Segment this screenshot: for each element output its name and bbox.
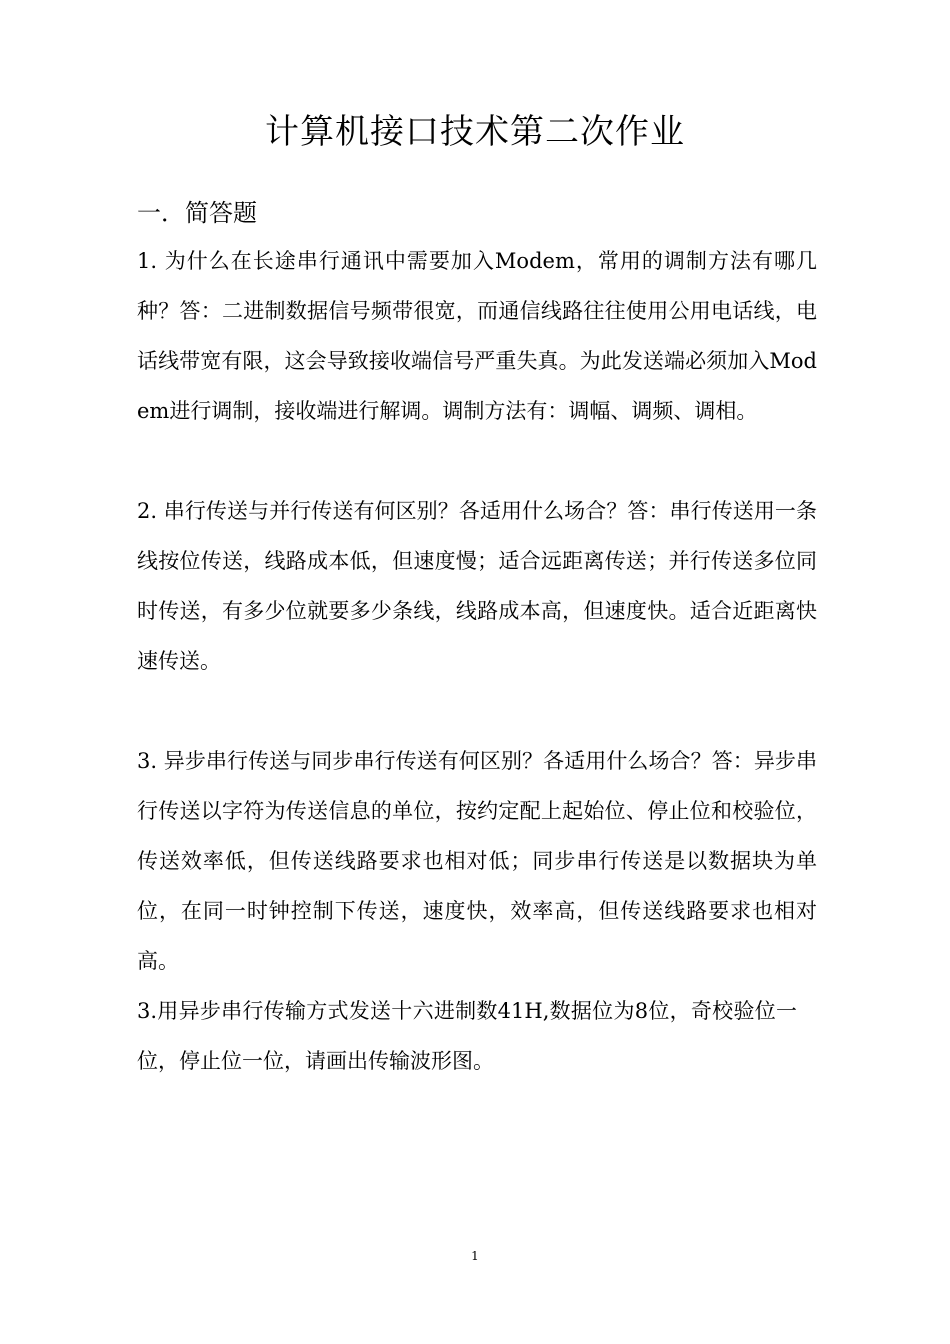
question-1-paragraph: 1. 为什么在长途串行通讯中需要加入Modem，常用的调制方法有哪几种？答：二进制数据信号频带很宽，而通信线路往往使用公用电话线，电话线带宽有限，这会导致接收端信号严重失真。为此发送端必须加入Modem进行调制，接收端进行解调。调制方法有：调幅、调频、调相。	[137, 249, 817, 423]
page-number: 1	[471, 1249, 479, 1263]
section-heading: 一．简答题	[137, 199, 257, 227]
question-4-paragraph: 3.用异步串行传输方式发送十六进制数41H,数据位为8位，奇校验位一位，停止位一位，请画出传输波形图。	[137, 999, 797, 1073]
question-3-paragraph: 3. 异步串行传送与同步串行传送有何区别？各适用什么场合？答：异步串行传送以字符为传送信息的单位，按约定配上起始位、停止位和校验位，传送效率低，但传送线路要求也相对低；同步串行传送是以数据块为单位，在同一时钟控制下传送，速度快，效率高，但传送线路要求也相对高。	[137, 749, 817, 973]
document-title: 计算机接口技术第二次作业	[265, 112, 685, 152]
question-2-paragraph: 2. 串行传送与并行传送有何区别？各适用什么场合？答：串行传送用一条线按位传送，线路成本低，但速度慢；适合远距离传送；并行传送多位同时传送，有多少位就要多少条线，线路成本高，但速度快。适合近距离快速传送。	[137, 499, 817, 673]
